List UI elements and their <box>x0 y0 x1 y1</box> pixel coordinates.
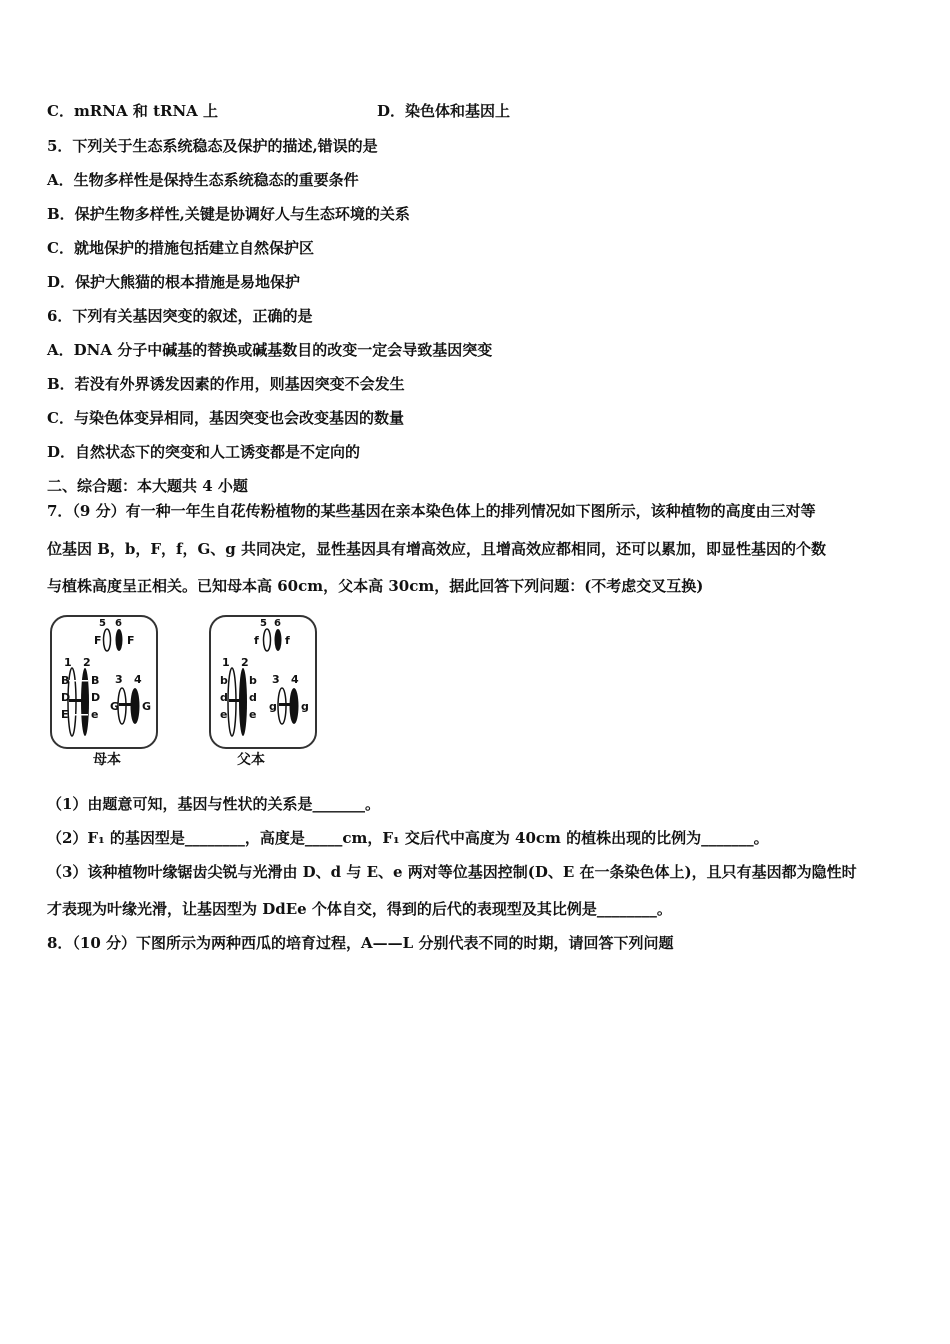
question-7-sub-2: （2）F₁ 的基因型是________，高度是_____cm，F₁ 交后代中高度为 40cm 的植株出现的比例为_______。 <box>47 829 769 847</box>
question-7-line-3: 与植株高度呈正相关。已知母本高 60cm，父本高 30cm，据此回答下列问题：(不考虑交叉互换) <box>47 577 704 595</box>
question-8-stem: 8．（10 分）下图所示为两种西瓜的培育过程，A——L 分别代表不同的时期，请回答下列问题 <box>47 934 674 952</box>
gene-label: B <box>61 674 70 687</box>
gene-label: D <box>91 691 101 704</box>
gene-label: d <box>249 691 257 704</box>
gene-label: G <box>142 700 152 713</box>
gene-label: f <box>254 634 259 647</box>
gene-label: d <box>220 691 228 704</box>
chromosome-number-5: 5 <box>260 618 267 629</box>
chromosome-number-4: 4 <box>291 673 299 686</box>
question-7-sub-1: （1）由题意可知，基因与性状的关系是_______。 <box>47 795 380 813</box>
gene-label: F <box>94 634 102 647</box>
gene-label: E <box>61 708 69 721</box>
question-7-sub-3-line-2: 才表现为叶缘光滑，让基因型为 DdEe 个体自交，得到的后代的表现型及其比例是________。 <box>47 900 672 918</box>
question-6-option-a: A．DNA 分子中碱基的替换或碱基数目的改变一定会导致基因突变 <box>47 341 493 359</box>
gene-label: F <box>127 634 135 647</box>
gene-label: g <box>301 700 309 713</box>
gene-label: f <box>285 634 290 647</box>
chromosome-number-6: 6 <box>274 618 281 629</box>
mother-chromosome-figure <box>50 614 162 772</box>
gene-label: g <box>269 700 277 713</box>
question-7-line-2: 位基因 B，b，F，f，G、g 共同决定，显性基因具有增高效应，且增高效应都相同，还可以累加，即显性基因的个数 <box>47 540 827 558</box>
gene-label: e <box>249 708 257 721</box>
question-5-option-b: B．保护生物多样性,关键是协调好人与生态环境的关系 <box>47 205 410 223</box>
chromosome-number-4: 4 <box>134 673 142 686</box>
question-6-stem: 6．下列有关基因突变的叙述，正确的是 <box>47 307 313 325</box>
chromosome-number-3: 3 <box>115 673 123 686</box>
gene-label: b <box>220 674 228 687</box>
chromosome-number-5: 5 <box>99 618 106 629</box>
section-heading: 二、综合题：本大题共 4 小题 <box>47 477 248 495</box>
figure-caption-father: 父本 <box>237 752 265 768</box>
gene-label: D <box>61 691 71 704</box>
gene-label: e <box>91 708 99 721</box>
question-5-stem: 5．下列关于生态系统稳态及保护的描述,错误的是 <box>47 137 378 155</box>
chromosome-5 <box>264 629 271 651</box>
father-chromosome-figure <box>208 614 322 772</box>
chromosome-number-1: 1 <box>64 656 72 669</box>
question-7-line-1: 7．（9 分）有一种一年生自花传粉植物的某些基因在亲本染色体上的排列情况如下图所示，该种植物的高度由三对等 <box>47 502 816 520</box>
question-6-option-d: D．自然状态下的突变和人工诱变都是不定向的 <box>47 443 361 461</box>
question-5-option-c: C．就地保护的措施包括建立自然保护区 <box>47 239 314 257</box>
option-d-q4: D．染色体和基因上 <box>377 102 511 120</box>
option-c-q4: C．mRNA 和 tRNA 上 <box>47 102 219 120</box>
chromosome-number-2: 2 <box>83 656 91 669</box>
question-7-sub-3-line-1: （3）该种植物叶缘锯齿尖锐与光滑由 D、d 与 E、e 两对等位基因控制(D、E 在一条染色体上)，且只有基因都为隐性时 <box>47 863 857 881</box>
chromosome-6 <box>275 629 282 651</box>
chromosome-number-1: 1 <box>222 656 230 669</box>
question-6-option-c: C．与染色体变异相同，基因突变也会改变基因的数量 <box>47 409 404 427</box>
chromosome-6 <box>116 629 123 651</box>
gene-label: B <box>91 674 100 687</box>
question-5-option-d: D．保护大熊猫的根本措施是易地保护 <box>47 273 301 291</box>
chromosome-number-6: 6 <box>115 618 122 629</box>
question-5-option-a: A．生物多样性是保持生态系统稳态的重要条件 <box>47 171 359 189</box>
gene-label: e <box>220 708 228 721</box>
chromosome-5 <box>104 629 111 651</box>
gene-label: b <box>249 674 257 687</box>
figure-caption-mother: 母本 <box>93 752 121 768</box>
chromosome-number-3: 3 <box>272 673 280 686</box>
question-6-option-b: B．若没有外界诱发因素的作用，则基因突变不会发生 <box>47 375 405 393</box>
chromosome-number-2: 2 <box>241 656 249 669</box>
gene-label: G <box>110 700 120 713</box>
